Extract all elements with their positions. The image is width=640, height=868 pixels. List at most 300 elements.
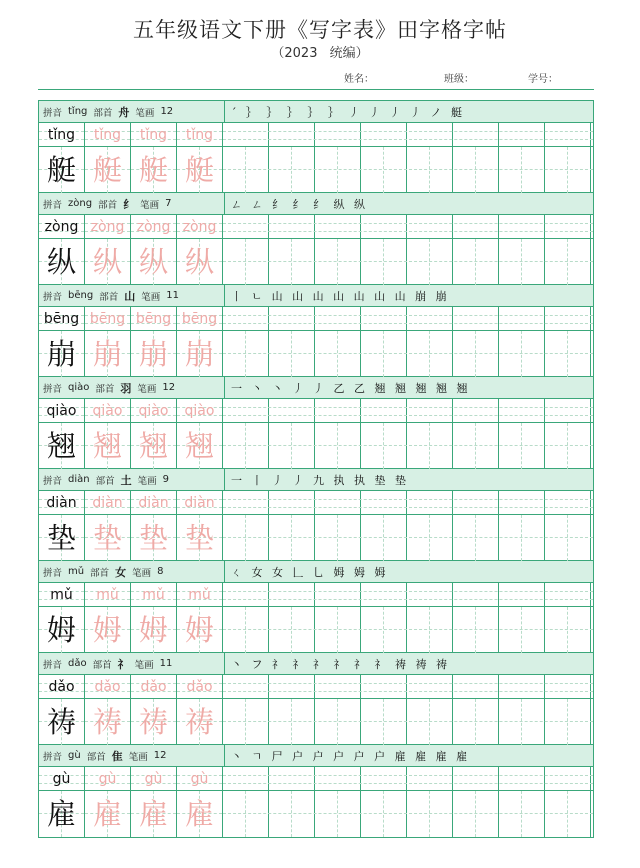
hanzi-trace-text: 垫 [138,520,168,555]
pinyin-trace-text: diàn [138,495,169,511]
pinyin-trace-cell[interactable] [85,767,131,791]
radical-label: 部首 [95,383,115,395]
pinyin-cell [39,399,85,423]
hanzi-blank-cells[interactable] [223,147,593,193]
radical-value: 隹 [111,749,123,763]
stroke-count: 8 [157,566,164,577]
hanzi-trace-cell[interactable] [85,423,131,469]
grid-guide-line [475,147,476,193]
hanzi-trace-text: 垫 [92,520,122,555]
hanzi-trace-text: 姆 [184,612,214,647]
hanzi-trace-cell[interactable] [85,791,131,837]
hanzi-cell [39,331,85,377]
grid-guide-line [475,607,476,653]
hanzi-row [39,239,593,285]
character-header [39,561,593,583]
hanzi-trace-cell[interactable] [131,515,177,561]
hanzi-trace-cell[interactable] [177,607,223,653]
grid-guide-line [245,515,246,561]
hanzi-trace-text: 雇 [92,796,122,831]
grid-guide-line [521,147,522,193]
pinyin-blank-cells[interactable] [223,767,593,790]
hanzi-cell [39,699,85,745]
grid-guide-line [521,515,522,561]
hanzi-trace-cell[interactable] [85,239,131,285]
hanzi-trace-text: 艇 [184,152,214,187]
hanzi-trace-cell[interactable] [177,791,223,837]
pinyin-trace-cell[interactable] [85,307,131,331]
character-block [39,745,593,837]
pinyin-trace-text: bēng [181,311,218,327]
stroke-order: ´ ｝ ｝ ｝ ｝ ｝ 丿 丿 丿 丿 ノ 艇 [231,105,465,119]
pinyin-row [39,399,593,423]
grid-guide-line [245,423,246,469]
hanzi-trace-cell[interactable] [177,147,223,193]
radical-value: 礻 [117,657,129,671]
pinyin-trace-cell[interactable] [177,491,223,515]
grid-guide-line [567,699,568,745]
stroke-order: 丨 ㄴ 山 山 山 山 山 山 山 崩 崩 [231,289,450,303]
grid-guide-line [245,607,246,653]
hanzi-trace-cell[interactable] [131,423,177,469]
grid-guide-line [567,791,568,837]
grid-guide-line [337,331,338,377]
page-subtitle [0,42,640,61]
hanzi-text: 艇 [46,152,76,187]
hanzi-trace-text: 崩 [184,336,214,371]
pinyin-trace-text: bēng [89,311,126,327]
hanzi-trace-cell[interactable] [177,423,223,469]
pinyin-trace-cell[interactable] [131,307,177,331]
hanzi-row [39,699,593,745]
header-pinyin: gù [68,750,81,761]
hanzi-cell [39,791,85,837]
character-header [39,193,593,215]
pinyin-trace-cell[interactable] [131,491,177,515]
character-header [39,101,593,123]
radical-value: 女 [115,565,127,579]
pinyin-trace-cell[interactable] [177,307,223,331]
hanzi-trace-cell[interactable] [131,147,177,193]
grid-guide-line [567,607,568,653]
radical-value: 舟 [118,105,130,119]
grid-guide-line [429,239,430,285]
radical-value: 土 [120,473,132,487]
pinyin-text: dǎo [48,679,75,695]
pinyin-row [39,675,593,699]
hanzi-trace-text: 艇 [138,152,168,187]
stroke-order: 一 丨 丿 丿 九 执 执 垫 垫 [231,473,409,487]
character-meta [39,561,225,583]
character-header [39,285,593,307]
character-meta [39,469,225,491]
pinyin-trace-text: gù [144,771,163,787]
stroke-order: ㄑ 女 女 𠃊 乚 姆 姆 姆 [231,565,389,579]
pinyin-trace-text: gù [98,771,117,787]
header-divider [38,89,594,90]
hanzi-trace-text: 纵 [92,244,122,279]
hanzi-trace-cell[interactable] [131,607,177,653]
pinyin-trace-text: tǐng [185,127,214,143]
pinyin-trace-cell[interactable] [177,583,223,607]
stroke-order: 丶 ㄱ 尸 户 户 户 户 户 雇 雇 雇 雇 [231,749,471,763]
hanzi-text: 姆 [46,612,76,647]
pinyin-trace-cell[interactable] [85,123,131,147]
grid-guide-line [475,331,476,377]
pinyin-text: mǔ [50,587,73,603]
pinyin-row [39,583,593,607]
radical-label: 部首 [99,291,119,303]
hanzi-trace-cell[interactable] [131,331,177,377]
hanzi-trace-cell[interactable] [177,331,223,377]
pinyin-row [39,767,593,791]
grid-guide-line [429,331,430,377]
grid-guide-line [245,239,246,285]
hanzi-blank-cells[interactable] [223,607,593,653]
pinyin-label: 拼音 [43,751,63,763]
pinyin-trace-cell[interactable] [131,123,177,147]
radical-value: 羽 [120,381,132,395]
strokes-label: 笔画 [132,567,152,579]
pinyin-cell [39,767,85,791]
hanzi-blank-cells[interactable] [223,239,593,285]
radical-label: 部首 [90,567,110,579]
pinyin-trace-cell[interactable] [131,399,177,423]
character-block [39,561,593,653]
grid-guide-line [383,607,384,653]
pinyin-trace-text: dǎo [186,679,213,695]
pinyin-trace-text: mǔ [142,587,165,603]
pinyin-row [39,215,593,239]
hanzi-trace-cell[interactable] [85,515,131,561]
grid-guide-line [245,791,246,837]
character-meta [39,101,225,123]
hanzi-trace-text: 祷 [184,704,214,739]
header-pinyin: tǐng [68,106,88,117]
pinyin-trace-text: zòng [182,219,217,235]
character-block [39,285,593,377]
pinyin-trace-cell[interactable] [177,123,223,147]
hanzi-trace-text: 祷 [138,704,168,739]
grid-guide-line [521,699,522,745]
strokes-label: 笔画 [134,659,154,671]
pinyin-trace-text: qiào [92,403,123,419]
hanzi-trace-text: 姆 [92,612,122,647]
class-field-label: 班级： [444,74,474,85]
character-header [39,745,593,767]
character-header [39,377,593,399]
strokes-label: 笔画 [137,383,157,395]
hanzi-blank-cells[interactable] [223,423,593,469]
hanzi-cell [39,515,85,561]
grid-guide-line [429,607,430,653]
stroke-order: 丶 フ 礻 礻 礻 礻 礻 礻 祷 祷 祷 [231,657,450,671]
hanzi-trace-cell[interactable] [177,239,223,285]
hanzi-trace-text: 艇 [92,152,122,187]
grid-guide-line [429,791,430,837]
grid-guide-line [337,239,338,285]
grid-guide-line [429,515,430,561]
hanzi-trace-text: 崩 [92,336,122,371]
radical-value: 山 [124,289,136,303]
stroke-count: 12 [153,750,167,761]
radical-label: 部首 [86,751,106,763]
hanzi-cell [39,423,85,469]
pinyin-trace-cell[interactable] [85,675,131,699]
grid-guide-line [383,147,384,193]
pinyin-trace-cell[interactable] [177,767,223,791]
radical-value: 纟 [123,197,135,211]
hanzi-trace-text: 祷 [92,704,122,739]
grid-guide-line [383,791,384,837]
hanzi-trace-text: 纵 [184,244,214,279]
grid-guide-line [383,699,384,745]
pinyin-text: tǐng [47,127,76,143]
hanzi-trace-cell[interactable] [85,699,131,745]
grid-guide-line [383,423,384,469]
pinyin-trace-cell[interactable] [131,583,177,607]
pinyin-trace-cell[interactable] [131,675,177,699]
hanzi-trace-text: 翘 [92,428,122,463]
radical-label: 部首 [95,475,115,487]
pinyin-trace-cell[interactable] [131,767,177,791]
character-block [39,101,593,193]
pinyin-trace-text: bēng [135,311,172,327]
hanzi-trace-cell[interactable] [85,331,131,377]
grid-guide-line [475,239,476,285]
grid-guide-line [567,423,568,469]
pinyin-text: diàn [46,495,77,511]
grid-guide-line [291,423,292,469]
pinyin-trace-cell[interactable] [131,215,177,239]
hanzi-blank-cells[interactable] [223,791,593,837]
hanzi-text: 垫 [46,520,76,555]
practice-sheet [38,100,594,838]
hanzi-text: 雇 [46,796,76,831]
hanzi-trace-text: 雇 [184,796,214,831]
pinyin-trace-text: qiào [138,403,169,419]
hanzi-trace-cell[interactable] [177,515,223,561]
pinyin-blank-cells[interactable] [223,675,593,698]
page-title: 五年级语文下册《写字表》田字格字帖 [133,18,507,42]
subtitle-edition: 统编） [329,46,369,61]
grid-guide-line [567,239,568,285]
pinyin-trace-cell[interactable] [85,215,131,239]
strokes-label: 笔画 [128,751,148,763]
pinyin-trace-text: dǎo [94,679,121,695]
character-meta [39,285,225,307]
grid-guide-line [429,699,430,745]
strokes-label: 笔画 [140,199,160,211]
pinyin-row [39,123,593,147]
hanzi-trace-text: 崩 [138,336,168,371]
header-pinyin: mǔ [68,566,85,577]
grid-guide-line [429,147,430,193]
hanzi-trace-text: 姆 [138,612,168,647]
stroke-order: ㄥ ㄥ 纟 纟 纟 纵 纵 [231,197,368,211]
pinyin-label: 拼音 [43,107,63,119]
grid-guide-line [291,331,292,377]
header-pinyin: dǎo [68,658,87,669]
hanzi-text: 纵 [46,244,76,279]
grid-guide-line [475,515,476,561]
pinyin-blank-cells[interactable] [223,399,593,422]
subtitle-year: （2023 [271,46,318,61]
hanzi-trace-text: 翘 [184,428,214,463]
hanzi-trace-cell[interactable] [177,699,223,745]
character-meta [39,745,225,767]
hanzi-trace-cell[interactable] [85,147,131,193]
grid-guide-line [291,699,292,745]
character-meta [39,377,225,399]
pinyin-trace-cell[interactable] [177,399,223,423]
hanzi-row [39,791,593,837]
hanzi-row [39,331,593,377]
pinyin-label: 拼音 [43,475,63,487]
pinyin-trace-text: diàn [184,495,215,511]
grid-guide-line [475,791,476,837]
grid-guide-line [337,147,338,193]
hanzi-cell [39,239,85,285]
character-block [39,193,593,285]
character-block [39,377,593,469]
hanzi-trace-cell[interactable] [131,239,177,285]
grid-guide-line [475,699,476,745]
pinyin-blank-cells[interactable] [223,307,593,330]
grid-guide-line [245,699,246,745]
grid-guide-line [567,515,568,561]
pinyin-label: 拼音 [43,291,63,303]
name-field-label: 姓名： [344,74,374,85]
grid-guide-line [521,331,522,377]
grid-guide-line [291,147,292,193]
pinyin-trace-cell[interactable] [177,675,223,699]
pinyin-trace-cell[interactable] [85,491,131,515]
grid-guide-line [337,699,338,745]
hanzi-row [39,607,593,653]
grid-guide-line [475,423,476,469]
pinyin-trace-text: qiào [184,403,215,419]
grid-guide-line [337,515,338,561]
pinyin-cell [39,307,85,331]
hanzi-trace-cell[interactable] [85,607,131,653]
grid-guide-line [521,791,522,837]
hanzi-text: 翘 [46,428,76,463]
pinyin-trace-text: mǔ [188,587,211,603]
pinyin-cell [39,215,85,239]
hanzi-blank-cells[interactable] [223,515,593,561]
grid-guide-line [337,791,338,837]
hanzi-trace-text: 纵 [138,244,168,279]
grid-guide-line [245,147,246,193]
character-header [39,469,593,491]
pinyin-label: 拼音 [43,199,63,211]
pinyin-cell [39,583,85,607]
pinyin-trace-cell[interactable] [85,399,131,423]
pinyin-trace-text: dǎo [140,679,167,695]
character-block [39,469,593,561]
pinyin-trace-text: gù [190,771,209,787]
hanzi-trace-text: 垫 [184,520,214,555]
grid-guide-line [567,147,568,193]
hanzi-trace-text: 翘 [138,428,168,463]
hanzi-cell [39,607,85,653]
header-pinyin: diàn [68,474,90,485]
pinyin-blank-cells[interactable] [223,215,593,238]
grid-guide-line [429,423,430,469]
pinyin-blank-cells[interactable] [223,583,593,606]
header-pinyin: zòng [68,198,93,209]
pinyin-text: bēng [43,311,80,327]
grid-guide-line [383,239,384,285]
pinyin-text: qiào [46,403,77,419]
character-block [39,653,593,745]
grid-guide-line [521,607,522,653]
hanzi-blank-cells[interactable] [223,699,593,745]
pinyin-label: 拼音 [43,567,63,579]
grid-guide-line [245,331,246,377]
strokes-label: 笔画 [135,107,155,119]
pinyin-text: zòng [44,219,79,235]
grid-guide-line [337,423,338,469]
stroke-count: 7 [165,198,172,209]
hanzi-text: 祷 [46,704,76,739]
pinyin-blank-cells[interactable] [223,123,593,146]
header-pinyin: qiào [68,382,90,393]
stroke-count: 12 [160,106,174,117]
grid-guide-line [567,331,568,377]
hanzi-trace-cell[interactable] [131,699,177,745]
pinyin-cell [39,675,85,699]
stroke-count: 11 [159,658,173,669]
radical-label: 部首 [92,659,112,671]
hanzi-row [39,147,593,193]
stroke-count: 9 [162,474,170,485]
stroke-count: 11 [166,290,179,301]
grid-guide-line [291,239,292,285]
pinyin-trace-text: tǐng [139,127,168,143]
stroke-count: 12 [162,382,176,393]
pinyin-text: gù [52,771,71,787]
strokes-label: 笔画 [137,475,157,487]
pinyin-trace-text: zòng [90,219,125,235]
hanzi-row [39,515,593,561]
hanzi-blank-cells[interactable] [223,331,593,377]
pinyin-label: 拼音 [43,383,63,395]
radical-label: 部首 [93,107,113,119]
character-header [39,653,593,675]
pinyin-trace-cell[interactable] [177,215,223,239]
pinyin-cell [39,123,85,147]
grid-guide-line [291,515,292,561]
grid-guide-line [291,791,292,837]
pinyin-trace-text: mǔ [96,587,119,603]
stroke-order: 一 丶 丶 丿 丿 乙 乙 翘 翘 翘 翘 翘 [231,381,471,395]
grid-guide-line [521,423,522,469]
pinyin-row [39,307,593,331]
pinyin-cell [39,491,85,515]
grid-guide-line [337,607,338,653]
pinyin-trace-cell[interactable] [85,583,131,607]
hanzi-trace-text: 雇 [138,796,168,831]
hanzi-text: 崩 [46,336,76,371]
pinyin-trace-text: zòng [136,219,171,235]
hanzi-trace-cell[interactable] [131,791,177,837]
grid-guide-line [383,515,384,561]
pinyin-blank-cells[interactable] [223,491,593,514]
grid-guide-line [521,239,522,285]
header-pinyin: bēng [68,290,94,301]
